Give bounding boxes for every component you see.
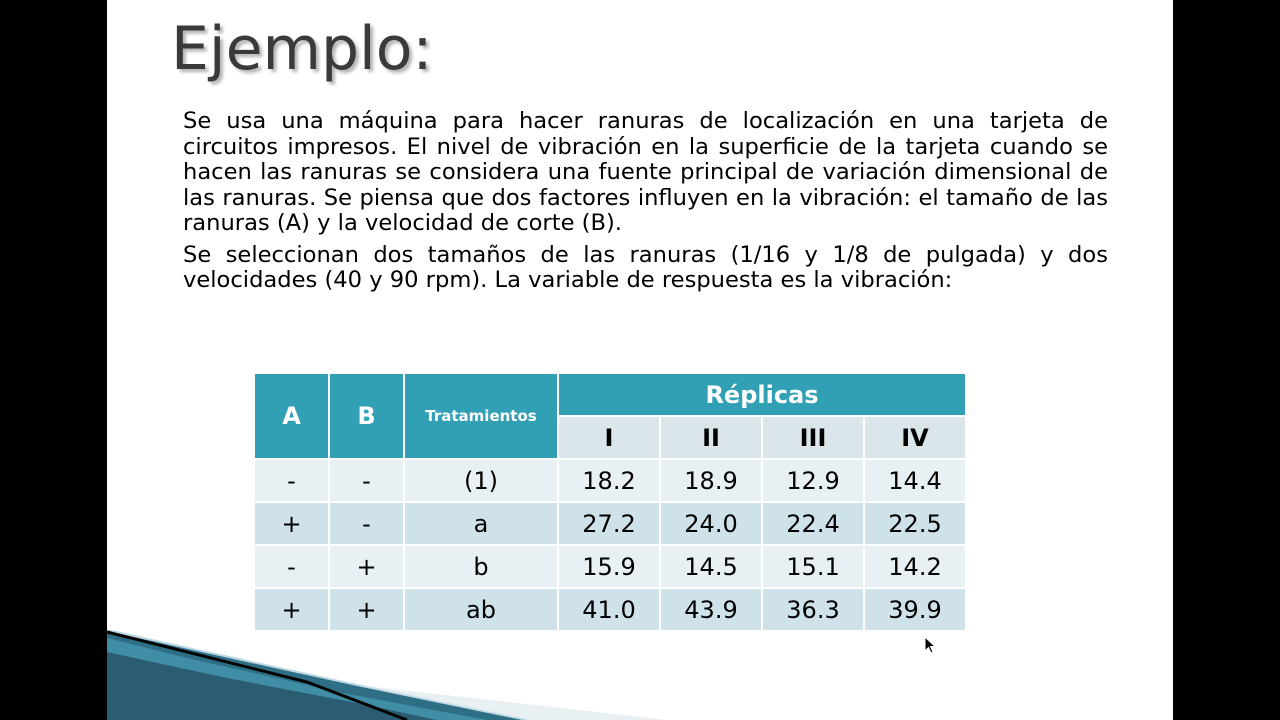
group-header-replicates: Réplicas <box>558 373 966 416</box>
cell-value: 14.2 <box>864 545 966 588</box>
col-header-b: B <box>329 373 404 459</box>
cell-b: + <box>329 588 404 631</box>
cell-value: 22.5 <box>864 502 966 545</box>
cell-treatment: ab <box>404 588 558 631</box>
cell-value: 43.9 <box>660 588 762 631</box>
cell-value: 22.4 <box>762 502 864 545</box>
cell-a: - <box>254 545 329 588</box>
cell-a: + <box>254 502 329 545</box>
replicate-header: II <box>660 416 762 459</box>
table-row <box>254 588 966 631</box>
cell-value: 39.9 <box>864 588 966 631</box>
cell-value: 24.0 <box>660 502 762 545</box>
cell-treatment: b <box>404 545 558 588</box>
cell-value: 36.3 <box>762 588 864 631</box>
cell-value: 14.5 <box>660 545 762 588</box>
col-header-a: A <box>254 373 329 459</box>
cell-b: - <box>329 502 404 545</box>
data-table <box>253 372 967 632</box>
cell-value: 18.9 <box>660 459 762 502</box>
replicate-header: III <box>762 416 864 459</box>
slide-title: Ejemplo: <box>171 14 433 84</box>
table-row <box>254 459 966 502</box>
paragraph-1: Se usa una máquina para hacer ranuras de localización en una tarjeta de circuitos impresos. El nivel de vibración en la superficie de la tarjeta cuando se hacen las ranuras se considera una fuente principal de variación dimensional de las ranuras. Se piensa que dos factores influyen en la vibración: el tamaño de las ranuras (A) y la velocidad de corte (B). <box>183 108 1108 236</box>
slide <box>107 0 1173 720</box>
cell-treatment: a <box>404 502 558 545</box>
paragraph-2: Se seleccionan dos tamaños de las ranuras (1/16 y 1/8 de pulgada) y dos velocidades (40 y 90 rpm). La variable de respuesta es la vibración: <box>183 241 1108 293</box>
mouse-cursor-icon <box>924 636 938 656</box>
cell-value: 15.9 <box>558 545 660 588</box>
cell-value: 12.9 <box>762 459 864 502</box>
replicate-header: I <box>558 416 660 459</box>
cell-b: - <box>329 459 404 502</box>
col-header-treatments: Tratamientos <box>404 373 558 459</box>
slide-body <box>183 109 1108 300</box>
cell-value: 15.1 <box>762 545 864 588</box>
table-row <box>254 502 966 545</box>
cell-a: + <box>254 588 329 631</box>
cell-value: 27.2 <box>558 502 660 545</box>
replicate-header: IV <box>864 416 966 459</box>
cell-value: 41.0 <box>558 588 660 631</box>
cell-value: 18.2 <box>558 459 660 502</box>
cell-a: - <box>254 459 329 502</box>
cell-value: 14.4 <box>864 459 966 502</box>
corner-decoration <box>107 630 667 720</box>
cell-treatment: (1) <box>404 459 558 502</box>
cell-b: + <box>329 545 404 588</box>
table-row <box>254 545 966 588</box>
